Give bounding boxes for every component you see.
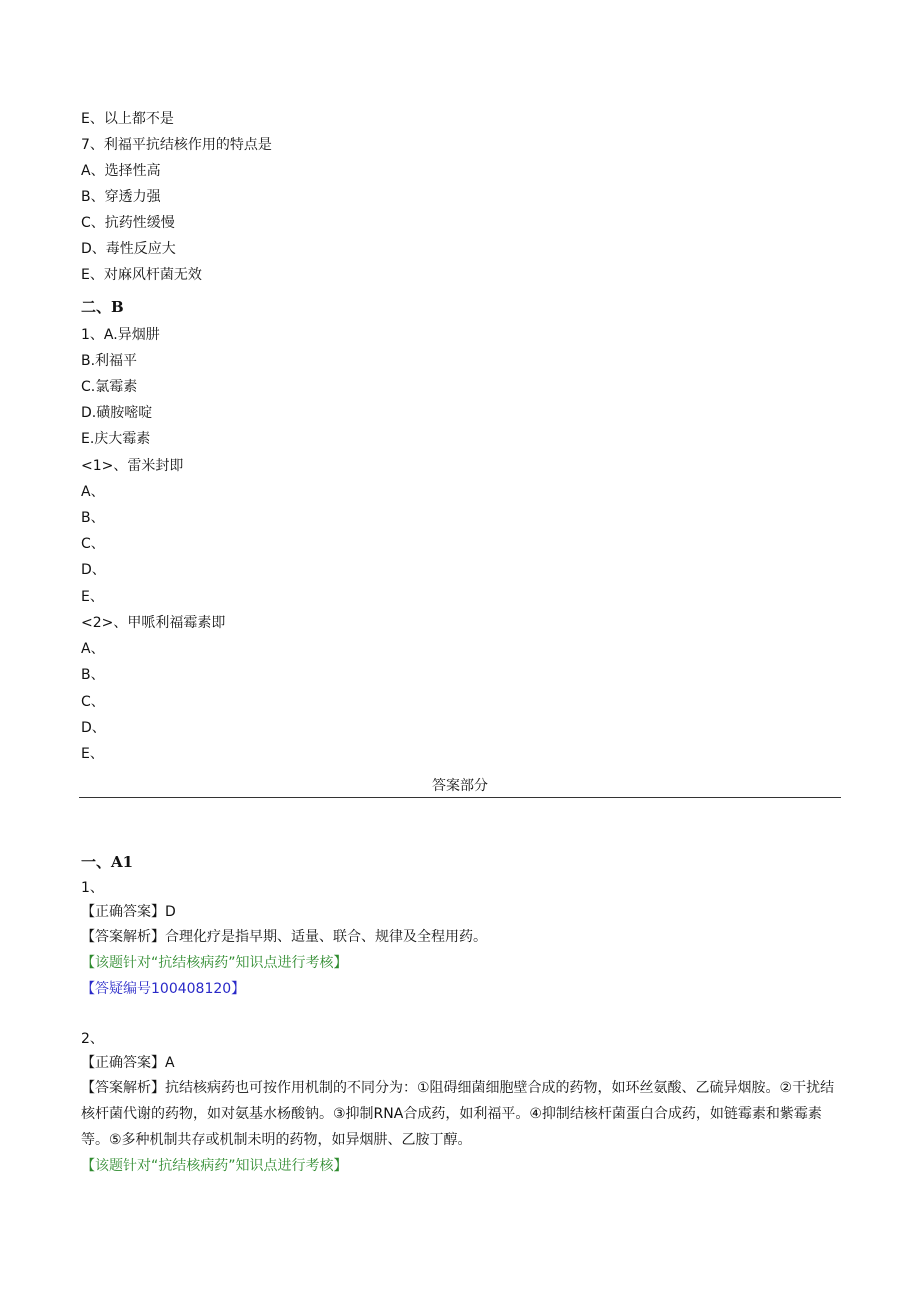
sub-question-option: C、: [81, 694, 105, 710]
sub-question-option: E、: [81, 589, 104, 605]
sub-question-option: B、: [81, 667, 105, 683]
correct-answer: 【正确答案】A: [81, 1055, 175, 1071]
question-option-e: E、以上都不是: [81, 111, 174, 127]
question-option: E、对麻风杆菌无效: [81, 267, 202, 283]
sub-question-option: A、: [81, 641, 105, 657]
question-option: B.利福平: [81, 353, 138, 369]
question-stem: 7、利福平抗结核作用的特点是: [81, 137, 272, 153]
answer-analysis: 【答案解析】合理化疗是指早期、适量、联合、规律及全程用药。: [81, 929, 487, 945]
sub-question-option: B、: [81, 510, 105, 526]
topic-note: 【该题针对“抗结核病药”知识点进行考核】: [81, 1158, 348, 1174]
answer-analysis: 【答案解析】抗结核病药也可按作用机制的不同分为：①阻碍细菌细胞壁合成的药物，如环丝氨酸、乙硫异烟胺。②干扰结核杆菌代谢的药物，如对氨基水杨酸钠。③抑制RNA合成药，如利福平。④抑制结核杆菌蛋白合成药，如链霉素和紫霉素等。⑤多种机制共存或机制未明的药物，如异烟肼、乙胺丁醇。: [81, 1080, 835, 1148]
topic-note: 【该题针对“抗结核病药”知识点进行考核】: [81, 955, 348, 971]
question-stem: 1、A.异烟肼: [81, 327, 160, 343]
answer-number: 1、: [81, 880, 104, 896]
answer-number: 2、: [81, 1031, 104, 1047]
question-option: E.庆大霉素: [81, 431, 151, 447]
sub-question-option: E、: [81, 746, 104, 762]
sub-question-stem: <2>、甲哌利福霉素即: [81, 615, 226, 631]
answer-code: 【答疑编号100408120】: [81, 981, 246, 997]
section-heading: 二、B: [81, 298, 124, 316]
answers-title: 答案部分: [432, 778, 488, 794]
question-option: C.氯霉素: [81, 379, 138, 395]
section-heading: 一、A1: [81, 853, 134, 871]
sub-question-stem: <1>、雷米封即: [81, 458, 184, 474]
question-option: B、穿透力强: [81, 189, 161, 205]
question-option: D.磺胺嘧啶: [81, 405, 153, 421]
question-option: A、选择性高: [81, 163, 161, 179]
sub-question-option: A、: [81, 484, 105, 500]
sub-question-option: C、: [81, 536, 105, 552]
question-option: C、抗药性缓慢: [81, 215, 175, 231]
correct-answer: 【正确答案】D: [81, 904, 176, 920]
divider: [79, 797, 841, 798]
question-option: D、毒性反应大: [81, 241, 176, 257]
sub-question-option: D、: [81, 562, 106, 578]
sub-question-option: D、: [81, 720, 106, 736]
